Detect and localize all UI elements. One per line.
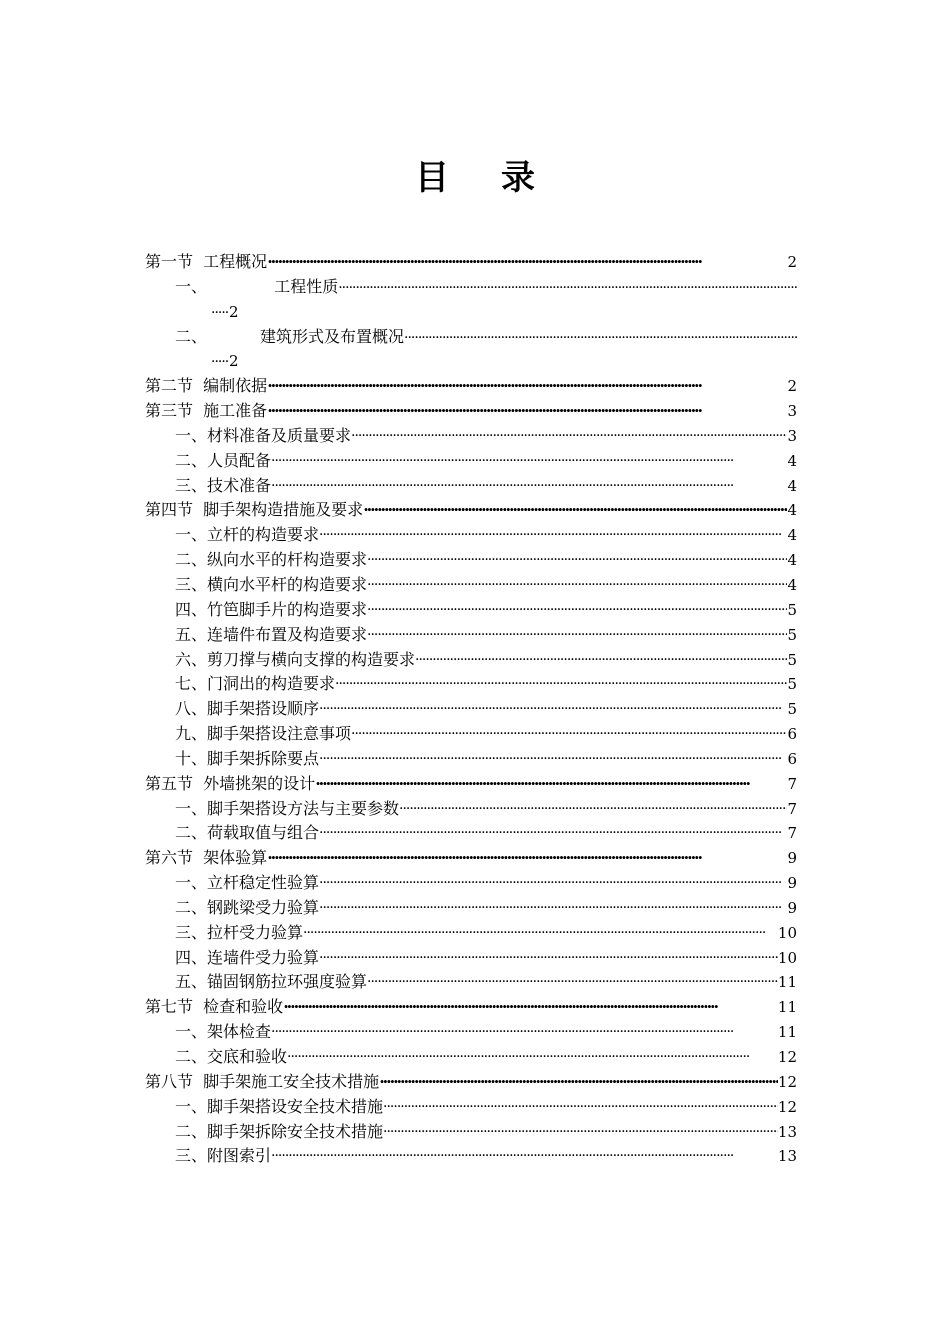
toc-page-number: 4 xyxy=(787,476,797,495)
toc-entry-label: 一、立杆稳定性验算 xyxy=(175,873,320,893)
toc-entry-label: 工程性质 xyxy=(274,276,339,296)
toc-leader-dots xyxy=(319,746,787,772)
toc-leader-dots xyxy=(383,1094,778,1120)
toc-leader-dots xyxy=(267,250,787,275)
toc-entry-label: 一、立杆的构造要求 xyxy=(175,525,320,545)
toc-entry-label: 六、剪刀撑与横向支撑的构造要求 xyxy=(175,649,416,669)
toc-page-number: 11 xyxy=(777,998,797,1017)
toc-page-number: 2 xyxy=(787,377,797,396)
toc-page-number: 9 xyxy=(787,874,797,893)
toc-subsection-entry[interactable] xyxy=(145,623,797,648)
toc-leader-dots xyxy=(319,820,787,846)
toc-subsection-entry[interactable] xyxy=(145,1020,797,1045)
toc-page-number: 12 xyxy=(777,1072,797,1091)
toc-section-entry[interactable] xyxy=(145,846,797,871)
title-char-2: 录 xyxy=(501,158,535,198)
toc-leader-dots xyxy=(319,945,778,971)
toc-subsection-entry[interactable] xyxy=(145,821,797,846)
toc-page-number: 9 xyxy=(787,898,797,917)
toc-subsection-entry[interactable] xyxy=(145,1045,797,1070)
toc-leader-dots xyxy=(211,300,229,325)
toc-subsection-entry[interactable] xyxy=(145,722,797,747)
toc-page-number: 11 xyxy=(777,973,797,992)
toc-page-number: 9 xyxy=(787,849,797,868)
toc-entry-label: 五、锚固钢筋拉环强度验算 xyxy=(175,972,368,992)
toc-subsection-entry[interactable] xyxy=(145,474,797,499)
toc-leader-dots xyxy=(335,671,787,697)
toc-subsection-entry[interactable] xyxy=(145,548,797,573)
toc-section-entry[interactable] xyxy=(145,1070,797,1095)
toc-leader-dots xyxy=(319,895,787,921)
toc-leader-dots xyxy=(211,349,229,374)
toc-entry-label: 十、脚手架拆除要点 xyxy=(175,748,320,768)
toc-page-number: 2 xyxy=(229,302,239,321)
toc-leader-dots xyxy=(351,721,787,747)
toc-leader-dots xyxy=(303,920,778,946)
toc-entry-label: 第一节 工程概况 xyxy=(145,252,268,271)
toc-entry-label: 二、纵向水平的杆构造要求 xyxy=(175,550,368,570)
toc-page-number: 5 xyxy=(787,675,797,694)
toc-subsection-entry[interactable] xyxy=(145,871,797,896)
toc-entry-label: 三、技术准备 xyxy=(175,475,272,495)
toc-subsection-entry[interactable] xyxy=(145,1120,797,1145)
toc-section-entry[interactable] xyxy=(145,250,797,275)
toc-subsection-entry[interactable] xyxy=(145,970,797,995)
toc-entry-label: 五、连墙件布置及构造要求 xyxy=(175,624,368,644)
toc-page-number: 13 xyxy=(777,1122,797,1141)
toc-page-number: 6 xyxy=(787,725,797,744)
toc-section-entry[interactable] xyxy=(145,995,797,1020)
toc-entry-label: 一、架体检查 xyxy=(175,1022,272,1042)
toc-leader-dots xyxy=(315,772,787,797)
toc-subsection-entry[interactable] xyxy=(145,747,797,772)
toc-entry-label: 八、脚手架搭设顺序 xyxy=(175,699,320,719)
toc-entry-label: 二、钢跳梁受力验算 xyxy=(175,897,320,917)
toc-entry-label: 四、连墙件受力验算 xyxy=(175,947,320,967)
toc-subsection-entry[interactable] xyxy=(145,275,797,325)
toc-subsection-entry[interactable] xyxy=(145,573,797,598)
toc-leader-dots xyxy=(367,969,778,995)
toc-entry-label: 一、脚手架搭设方法与主要参数 xyxy=(175,798,400,818)
toc-leader-dots xyxy=(271,473,787,499)
toc-page-number: 4 xyxy=(787,551,797,570)
toc-page-number: 11 xyxy=(777,1023,797,1042)
toc-entry-label: 第五节 外墙挑架的设计 xyxy=(145,773,316,793)
toc-page-number: 4 xyxy=(787,526,797,545)
toc-leader-dots xyxy=(399,796,787,822)
toc-subsection-entry[interactable] xyxy=(145,896,797,921)
toc-subsection-entry[interactable] xyxy=(145,921,797,946)
toc-page-number: 2 xyxy=(787,253,797,271)
toc-leader-dots xyxy=(379,1070,778,1095)
title-char-1: 目 xyxy=(415,158,449,198)
toc-entry-label: 第七节 检查和验收 xyxy=(145,997,284,1017)
toc-leader-dots xyxy=(319,696,787,722)
toc-entry-label: 三、横向水平杆的构造要求 xyxy=(175,574,368,594)
toc-page-number: 3 xyxy=(787,426,797,445)
toc-subsection-entry[interactable] xyxy=(145,697,797,722)
toc-page-number: 7 xyxy=(787,799,797,818)
toc-section-entry[interactable] xyxy=(145,772,797,797)
toc-page-number: 5 xyxy=(787,625,797,644)
toc-entry-label: 九、脚手架搭设注意事项 xyxy=(175,724,352,744)
toc-entry-label: 第八节 脚手架施工安全技术措施 xyxy=(145,1071,380,1091)
toc-leader-dots xyxy=(415,647,787,673)
toc-page-number: 3 xyxy=(787,402,797,421)
toc-leader-dots xyxy=(283,995,778,1020)
toc-subsection-entry[interactable] xyxy=(145,449,797,474)
toc-entry-number: 一、 xyxy=(175,276,208,296)
toc-subsection-entry[interactable] xyxy=(145,1144,797,1169)
toc-leader-dots xyxy=(363,498,787,523)
toc-leader-dots xyxy=(267,399,787,424)
toc-section-entry[interactable] xyxy=(145,399,797,424)
toc-page-number: 4 xyxy=(787,451,797,470)
toc-entry-label: 一、材料准备及质量要求 xyxy=(175,425,352,445)
toc-leader-dots xyxy=(271,1143,778,1169)
toc-entry-label: 三、附图索引 xyxy=(175,1146,272,1166)
toc-entry-label: 二、人员配备 xyxy=(175,450,272,470)
toc-page-number: 5 xyxy=(787,700,797,719)
toc-leader-dots xyxy=(351,423,787,449)
toc-subsection-entry[interactable] xyxy=(145,523,797,548)
toc-page-number: 5 xyxy=(787,650,797,669)
toc-page-number: 10 xyxy=(777,948,797,967)
toc-leader-dots xyxy=(338,275,797,300)
toc-page-number: 12 xyxy=(777,1097,797,1116)
toc-page-number: 7 xyxy=(787,824,797,843)
toc-subsection-entry[interactable] xyxy=(145,325,797,375)
toc-entry-number: 二、 xyxy=(175,326,208,346)
toc-entry-label: 七、门洞出的构造要求 xyxy=(175,674,336,694)
toc-subsection-entry[interactable] xyxy=(145,946,797,971)
toc-page-number: 6 xyxy=(787,749,797,768)
toc-entry-label: 第三节 施工准备 xyxy=(145,401,268,421)
toc-leader-dots xyxy=(287,1044,778,1070)
toc-subsection-entry[interactable] xyxy=(145,1095,797,1120)
toc-leader-dots xyxy=(404,325,797,350)
toc-leader-dots xyxy=(271,1019,778,1045)
toc-entry-label: 三、拉杆受力验算 xyxy=(175,922,304,942)
toc-page-number: 4 xyxy=(787,501,797,520)
toc-leader-dots xyxy=(367,572,787,598)
toc-page-number: 2 xyxy=(229,352,239,371)
toc-page-number: 13 xyxy=(777,1147,797,1166)
toc-leader-dots xyxy=(319,870,787,896)
toc-subsection-entry[interactable] xyxy=(145,424,797,449)
toc-entry-label: 建筑形式及布置概况 xyxy=(260,326,405,346)
toc-subsection-entry[interactable] xyxy=(145,797,797,822)
toc-leader-dots xyxy=(267,374,787,399)
table-of-contents xyxy=(145,250,797,1169)
toc-leader-dots xyxy=(267,846,787,871)
toc-entry-label: 第六节 架体验算 xyxy=(145,848,268,868)
toc-leader-dots xyxy=(271,448,787,474)
toc-section-entry[interactable] xyxy=(145,498,797,523)
toc-section-entry[interactable] xyxy=(145,374,797,399)
toc-leader-dots xyxy=(367,597,787,623)
toc-entry-label: 二、交底和验收 xyxy=(175,1047,288,1066)
toc-entry-label: 一、脚手架搭设安全技术措施 xyxy=(175,1096,384,1116)
toc-subsection-entry[interactable] xyxy=(145,648,797,673)
toc-entry-label: 二、荷载取值与组合 xyxy=(175,823,320,843)
toc-page-number: 4 xyxy=(787,575,797,594)
toc-subsection-entry[interactable] xyxy=(145,598,797,623)
toc-subsection-entry[interactable] xyxy=(145,672,797,697)
toc-entry-label: 第四节 脚手架构造措施及要求 xyxy=(145,500,364,520)
page-title xyxy=(0,150,950,199)
toc-page-number: 7 xyxy=(787,774,797,793)
toc-entry-label: 二、脚手架拆除安全技术措施 xyxy=(175,1121,384,1141)
toc-page-number: 10 xyxy=(777,923,797,942)
toc-page-number: 5 xyxy=(787,600,797,619)
toc-leader-dots xyxy=(319,522,787,548)
toc-leader-dots xyxy=(367,547,787,573)
toc-leader-dots xyxy=(367,622,787,648)
toc-entry-label: 四、竹笆脚手片的构造要求 xyxy=(175,599,368,619)
toc-entry-label: 第二节 编制依据 xyxy=(145,376,268,396)
toc-page-number: 12 xyxy=(777,1048,797,1066)
toc-leader-dots xyxy=(383,1119,778,1145)
